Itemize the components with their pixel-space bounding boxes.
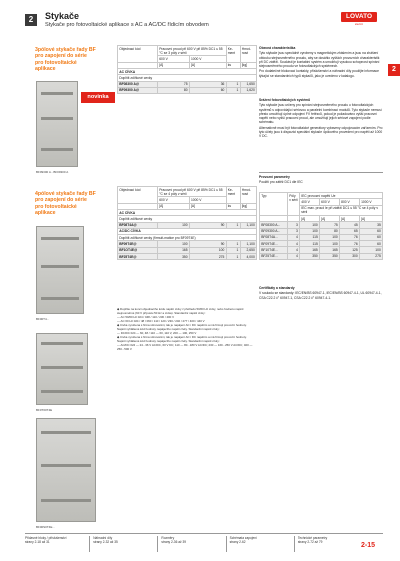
table-row: BF10T4E... 4 165 165 125 100 — [261, 248, 381, 253]
certifications: Certifikáty a standardy V souladu se standardy: IEC/EN/BS 60947-1, IEC/EN/BS 60947-4-1, UL 60947-4-1, CSA C22.2 č° 60947-1, CSA C22.2 č° 60947-4-1. — [259, 286, 382, 300]
general-characteristics: Obecná charakteristika Tyto stykače jsou speciálně vyrobeny s magnetickým zhášením a jsou na zhášení oblouku stejnosměrného proudu, aby se dosáhlo vyšších provozních charakteristik při DC zátěži. Součástí je kontaktní systém a umožňují vysokou schopnost spínání stejnosměrného proudu ve fotovoltaických systémech. Pro dodatečné blokovací kontakty, příslušenství a náhradní díly použijte informace týkající se standardních typů stykačů, jako je uvedeno v katalogu. — [259, 46, 380, 78]
novinka-badge: novinka — [81, 92, 115, 103]
operating-params: Provozní parametry Použití pro zátěž DC1 dle IEC — [259, 175, 303, 185]
footer-link-accessories[interactable]: Přidavné bloky / příslušenství strany 2-18 až 31 — [25, 536, 90, 552]
heading-3pole: 3pólové stykače řady BF pro zapojení do série pro fotovoltaické aplikace — [35, 47, 96, 73]
page-subtitle: Stykače pro fotovoltaické aplikace s AC a AC/DC řídicím obvodem — [45, 22, 209, 28]
footer-link-spare-parts[interactable]: Náhradní díly strany 2-32 až 35 — [93, 536, 158, 552]
image-caption-4: BF00S0T4E... — [36, 525, 55, 529]
group-ac-coil: AC CÍVKA — [118, 69, 257, 75]
table-row: BF08T4A... 4 115 100 76 60 — [261, 235, 381, 240]
table-row: BF08T4A@ 100 90 1 1,100 — [119, 223, 255, 228]
pv-section: Srážení fotovoltaických systémů Tyto stykače jsou určeny pro spínání stejnosměrného proudu u fotovoltaických systémů s odpovídající sériovou a paralelní kombinací modulů. Tyto stykače nemusí přesto umožňují úplné odpojení FV řetězců, pokud je požadováno vyšší pracovní napětí nebo vyšší pracovní proud, ale umožňují jejich sériové zapojení podle schématu. Alternativně musí být fotovoltaické generátory vybaveny odpojovacím zařízením. Pro tyto účely jsou k dispozici speciální stykače 4pólového provedení pro napětí až 1000 V DC. — [259, 98, 383, 139]
image-caption-3: BF0T00T4E — [36, 408, 53, 412]
contactor-image-1 — [36, 81, 78, 167]
table-header: Objednací kód Pracovní proud při 600 V při 85% DC1 ≤ 55 °C se 3 póly v sérii Ke-ment Hmot-nost — [118, 46, 257, 56]
footer-link-dimensions[interactable]: Rozměry strany 2-36 až 39 — [161, 536, 226, 552]
table-row: BF1OT4E@ 165 100 1 2,650 — [119, 248, 255, 253]
table-row: BF09T4E@ 100 90 1 1,100 — [119, 242, 255, 247]
contactor-image-4 — [36, 418, 96, 522]
table-row: BF08300 A... 3 100 75 45 35 — [261, 222, 381, 227]
image-caption-1: BF09300 A - BF09300 A — [36, 170, 69, 174]
footnotes: ◆ Doplňte na konci objednacího kódu napětí cívky z přehledu 50/60 Hz cívky, nebo hodnotu napětí stejnosměrné (60 V přípustu 50 Hz a cívka). Standardní napětí cívky: — AC 50/60 Hz 024 / 048 / 110 / 230 / 400 V — AC 60 Hz 024 / 48 / 060 / 110 / 120 / 230 / 240 / 277 / 400 / 440 V ◆ Cívka vyrobena s firma stínováním; tak je napájení AC i DC napětím a má firmují provozní hodnoty. Napětí vyhlášené kód hodnoty napájecího napětí cívky. Standardní napětí cívky: — DC/DC 024 — 60, 48 / 110 — 60, 110 V, 200 — 100, 250 V ◆ Cívka vyrobena s firma stínováním; tak je napájení AC i DC napětím a má firmují provozní hodnoty. Napětí vyhlášené kód hodnoty napájecího napětí cívky. Standardní napětí cívky: — AC/DC 024 — 24...36 V AC/DC, 60 V DC; 110 — 80...180 V AC/DC; 230 — 160...250 V AC/DC; 400 — 250...500 V — [117, 307, 253, 351]
table-row: BF09300 A... 3 100 80 65 60 — [261, 229, 381, 234]
table-header: Objednací kód Pracovní proud při 600 V při 85% DC1 ≤ 55 °C se 4 póly v sérii Ke-ment Hmot-nost — [118, 187, 257, 197]
table-row: BF09T4E... 4 115 100 76 60 — [261, 241, 381, 246]
footer-link-wiring[interactable]: Schémata zapojení strany 2-62 — [230, 536, 295, 552]
page-title: Stykače — [45, 11, 80, 21]
divider — [259, 172, 383, 173]
contactor-image-2 — [36, 226, 84, 314]
table-row: BF25T4E... 4 350 350 300 275 — [261, 254, 381, 259]
table-row: BF08300 A@ 75 36 1 1,650 — [119, 82, 255, 87]
page-header — [0, 0, 400, 40]
chapter-number: 2 — [25, 14, 37, 26]
chapter-tab[interactable]: 2 — [388, 64, 400, 76]
heading-4pole: 4pólové stykače řady BF pro zapojení do série pro fotovoltaické aplikace — [35, 191, 96, 217]
table-3pole: Objednací kód Pracovní proud při 600 V při 85% DC1 ≤ 55 °C se 3 póly v sérii Ke-ment Hmot-nost 600 V 1000 V [A] [A] ks [kg] AC CÍVKA Doplňit zdířkové cevky BF08300 A@ 75 36 1 1,650 BF09300 A@ 80 60 1 1,620 — [119, 46, 255, 93]
logo-subtitle: electric — [354, 23, 364, 26]
params-table: Typ Póly v sérii IEC provozní napětí Ue 400 V 600 V 800 V 1000 V IEC max. proud Ie při zátěži DC1 ≤ 55 °C se 4 póly v sérii [A] [A] [A] [A] BF08300 A... 3 100 75 45 35 BF09300 A... 3 100 80 65 60 BF08T4A... 4 115 100 76 60 BF09T4E... 4 115 100 76 60 BF10T4E... 4 165 165 125 100 BF25T4E... 4 350 350 300 275 — [261, 193, 381, 259]
footer-link-technical[interactable]: Technické parametry strany 2-72 až 79 — [297, 536, 328, 545]
table-4pole: Objednací kód Pracovní proud při 600 V při 85% DC1 ≤ 55 °C se 4 póly v sérii Ke-ment Hmot-nost 600 V 1000 V [A] [A] ks [kg] AC CÍVKA Doplňit zdířkové cevky BF08T4A@ 100 90 1 1,100 AC/DC CÍVKA Doplňit zdířkové cevky (firmuit-matice pro BF09T4E) BF09T4E@ 100 90 1 1,100 BF1OT4E@ 165 100 1 2,650 BF25T4E@ 350 275 1 4,000 — [119, 187, 255, 259]
contactor-image-3 — [36, 333, 88, 405]
page-number: 2-15 — [361, 542, 376, 549]
image-caption-2: BF00T4... — [36, 317, 50, 321]
table-row: BF25T4E@ 350 275 1 4,000 — [119, 254, 255, 259]
table-row: BF09300 A@ 80 60 1 1,620 — [119, 88, 255, 93]
footer-divider — [25, 533, 383, 534]
lovato-logo: LOVATO — [341, 12, 377, 22]
footer — [25, 536, 365, 552]
